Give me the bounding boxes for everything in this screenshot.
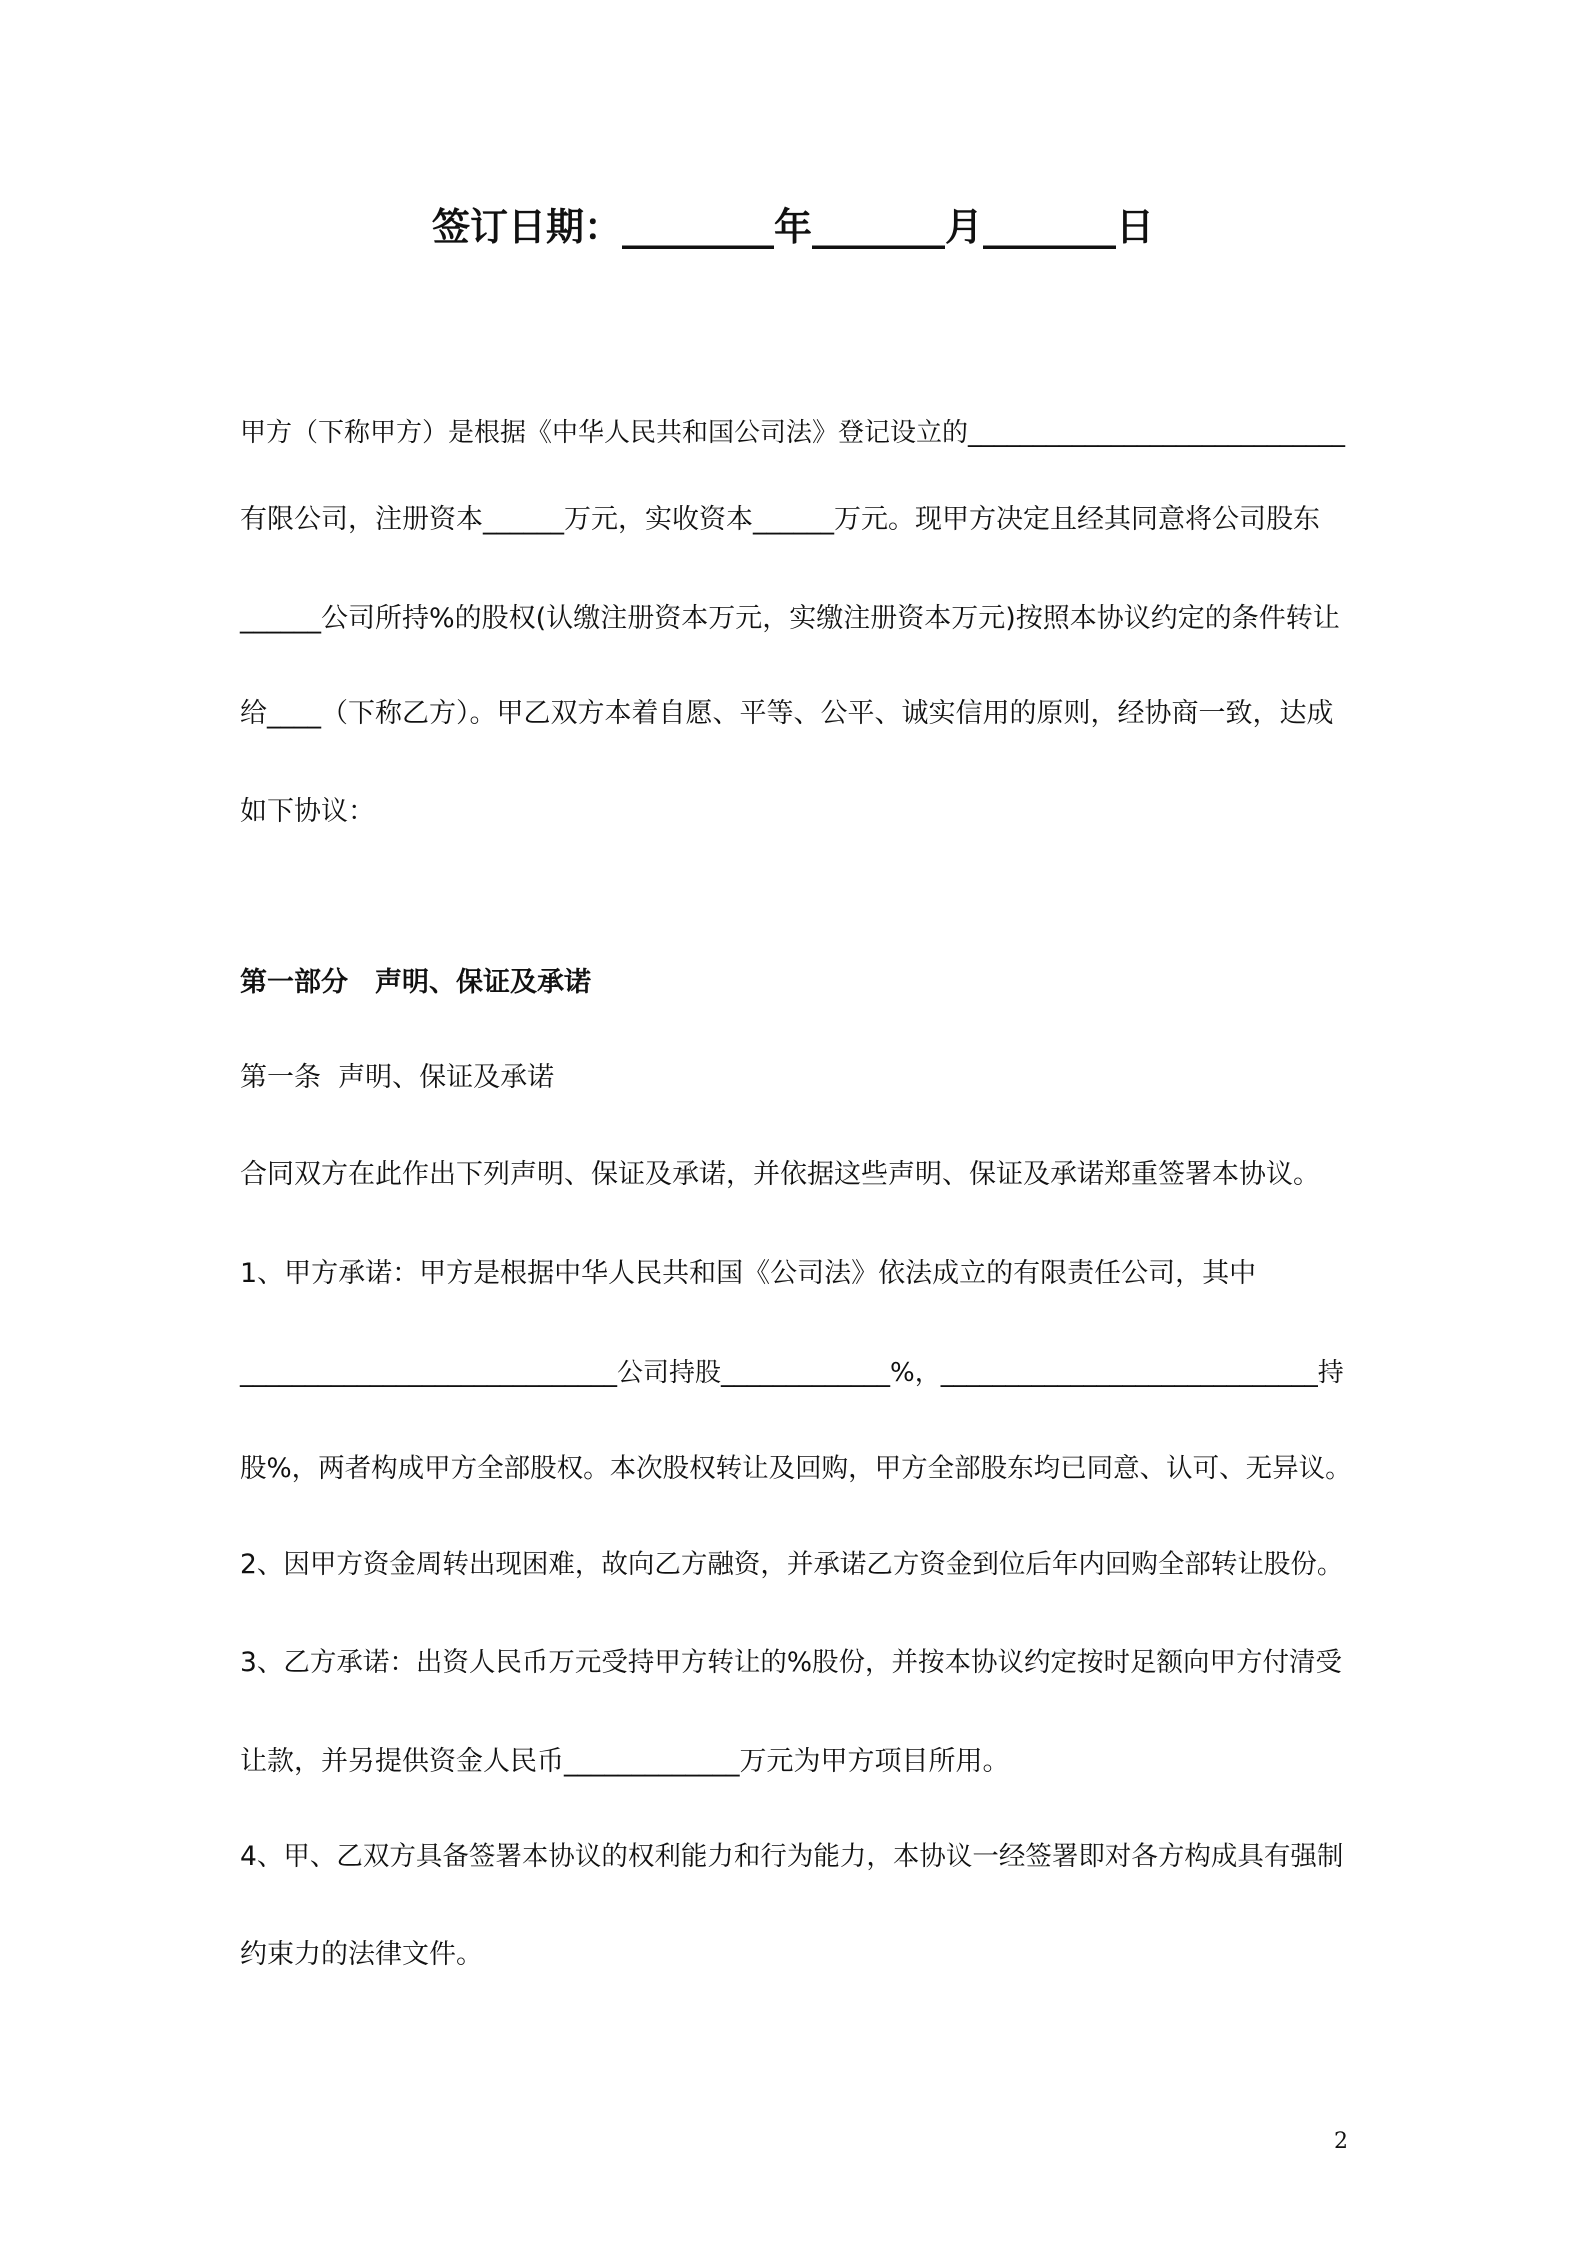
- body-line-2: 1、甲方承诺：甲方是根据中华人民共和国《公司法》依法成立的有限责任公司，其中: [240, 1258, 1257, 1289]
- body-line-7: 让款，并另提供资金人民币_____________万元为甲方项目所用。: [240, 1746, 1010, 1777]
- body-line-6: 3、乙方承诺：出资人民币万元受持甲方转让的%股份，并按本协议约定按时足额向甲方付清受: [240, 1647, 1343, 1678]
- signing-date-title: 签订日期：________年_______月_______日: [431, 205, 1154, 249]
- body-line-8: 4、甲、乙双方具备签署本协议的权利能力和行为能力，本协议一经签署即对各方构成具有强制: [240, 1841, 1344, 1872]
- body-line-1: 合同双方在此作出下列声明、保证及承诺，并依据这些声明、保证及承诺郑重签署本协议。: [240, 1159, 1320, 1190]
- intro-line-2: 有限公司，注册资本______万元，实收资本______万元。现甲方决定且经其同意将公司股东: [240, 504, 1320, 535]
- body-line-5: 2、因甲方资金周转出现困难，故向乙方融资，并承诺乙方资金到位后年内回购全部转让股份。: [240, 1549, 1344, 1580]
- body-line-9: 约束力的法律文件。: [240, 1939, 483, 1970]
- body-line-3: _____________________________公司持股_____________%，_____________________________持: [240, 1358, 1344, 1388]
- intro-line-1: 甲方（下称甲方）是根据《中华人民共和国公司法》登记设立的_____________________________: [240, 418, 1346, 448]
- body-line-4: 股%，两者构成甲方全部股权。本次股权转让及回购，甲方全部股东均已同意、认可、无异议。: [240, 1453, 1352, 1484]
- page-number: 2: [1334, 2129, 1348, 2154]
- intro-line-5: 如下协议：: [240, 796, 375, 827]
- part-heading: 第一部分 声明、保证及承诺: [240, 967, 591, 998]
- article-heading: 第一条 声明、保证及承诺: [240, 1062, 555, 1093]
- intro-line-4: 给____（下称乙方）。甲乙双方本着自愿、平等、公平、诚实信用的原则，经协商一致，达成: [240, 698, 1334, 729]
- intro-line-3: ______公司所持%的股权(认缴注册资本万元，实缴注册资本万元)按照本协议约定的条件转让: [240, 603, 1340, 634]
